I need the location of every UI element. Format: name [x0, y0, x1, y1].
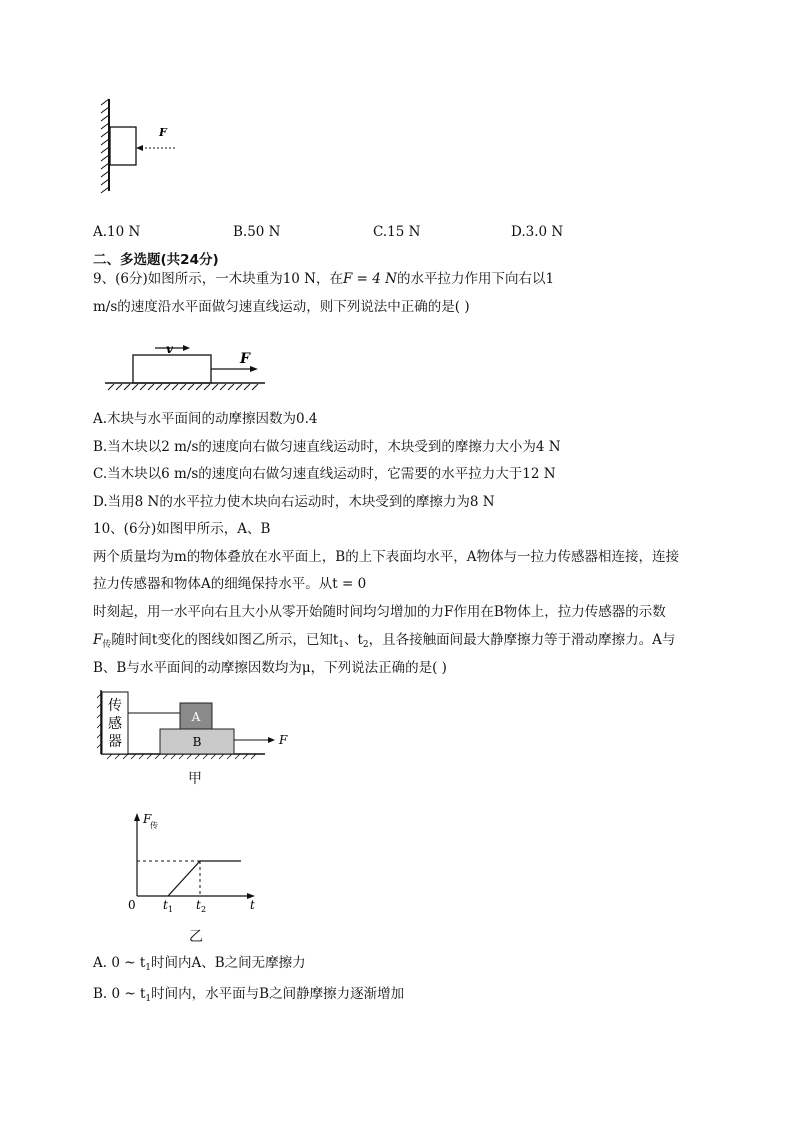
block-b-label: B: [192, 735, 202, 749]
sliding-block-figure: [100, 342, 275, 394]
q8-option-b: B.50 N: [233, 224, 281, 240]
q9-option-d: D.当用8 N的水平拉力使木块向右运动时，木块受到的摩擦力为8 N: [93, 494, 495, 510]
q9-option-a: A.木块与水平面间的动摩擦因数为0.4: [93, 411, 318, 427]
q9-stem-line1: 9、(6分)如图所示，一木块重为10 N，在F = 4 N的水平拉力作用下向右以1: [93, 271, 555, 287]
q9-option-b: B.当木块以2 m/s的速度向右做匀速直线运动时，木块受到的摩擦力大小为4 N: [93, 439, 561, 455]
force-label: F: [279, 733, 288, 747]
t2-sub: 2: [201, 905, 207, 914]
q10-stem-line6: B、B与水平面间的动摩擦因数均为μ，下列说法正确的是( ): [93, 660, 447, 676]
q9-option-c: C.当木块以6 m/s的速度向右做匀速直线运动时，它需要的水平拉力大于12 N: [93, 466, 556, 482]
q8-option-a: A.10 N: [93, 224, 141, 240]
sensor-force-graph: [125, 810, 275, 920]
stacked-blocks-figure: [97, 690, 297, 760]
section-title: 二、多选题(共24分): [93, 252, 219, 268]
origin-label: 0: [128, 898, 136, 912]
q10-stem-line4: 时刻起，用一水平向右且大小从零开始随时间均匀增加的力F作用在B物体上，拉力传感器的示数: [93, 604, 666, 620]
force-label: F: [159, 126, 167, 139]
q10-option-a: A. 0 ~ $t_1$时间内A、B之间无摩擦力: [93, 955, 306, 973]
sensor-label-2: 感: [108, 716, 122, 732]
figure-yi-caption: 乙: [189, 929, 203, 945]
wall-block-figure: [95, 95, 185, 195]
q10-option-b: B. 0 ~ $t_1$时间内，水平面与B之间静摩擦力逐渐增加: [93, 986, 405, 1004]
q10-stem-line1: 10、(6分)如图甲所示，A、B: [93, 521, 271, 537]
force-label: F: [240, 351, 250, 367]
q9-formula: F = 4 N: [343, 271, 397, 287]
figure-jia-caption: 甲: [188, 771, 202, 787]
q10-stem-line3: 拉力传感器和物体A的细绳保持水平。从t = 0: [93, 576, 367, 592]
t2-label: t: [196, 898, 201, 912]
q10-stem-line5: $F_传$随时间t变化的图线如图乙所示，已知$t_1$、$t_2$，且各接触面间最大静摩擦力等于滑动摩擦力。A与: [93, 632, 676, 650]
velocity-label: v: [166, 342, 173, 356]
t1-sub: 1: [168, 905, 174, 914]
y-axis-sub: 传: [150, 821, 158, 830]
block-a-label: A: [191, 710, 201, 724]
x-axis-label: t: [250, 898, 255, 912]
q8-option-d: D.3.0 N: [511, 224, 564, 240]
q8-option-c: C.15 N: [373, 224, 421, 240]
q9-stem-line2: m/s的速度沿水平面做匀速直线运动，则下列说法中正确的是( ): [93, 299, 470, 315]
sensor-label-1: 传: [108, 698, 122, 714]
t1-label: t: [163, 898, 168, 912]
y-axis-label: F: [143, 812, 152, 826]
sensor-label-3: 器: [108, 734, 122, 750]
q10-stem-line2: 两个质量均为m的物体叠放在水平面上，B的上下表面均水平，A物体与一拉力传感器相连接，连接: [93, 549, 679, 565]
